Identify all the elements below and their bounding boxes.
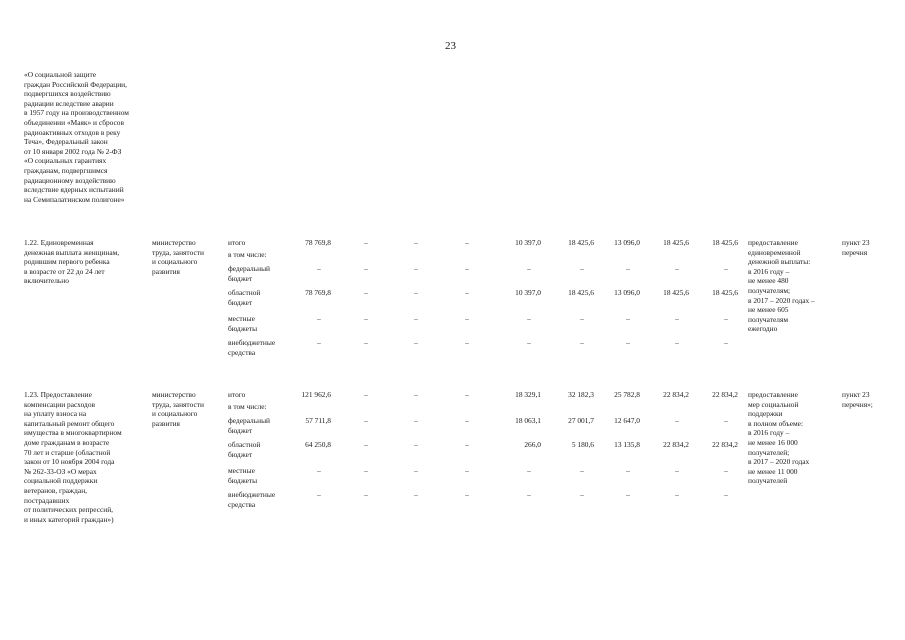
funding-source-label: областной bbox=[228, 440, 261, 449]
funding-source-label: местные bbox=[228, 466, 255, 475]
measure-name-line: № 262-33-ОЗ «О мерах bbox=[24, 466, 97, 476]
executor-line: министерство bbox=[152, 390, 196, 399]
funding-value: – bbox=[675, 466, 679, 475]
funding-value: 18 425,6 bbox=[663, 288, 689, 297]
funding-value: – bbox=[527, 314, 531, 323]
result-line: в 2017 – 2020 годах – bbox=[748, 295, 815, 305]
funding-value: 266,0 bbox=[524, 440, 541, 449]
funding-value: – bbox=[465, 466, 469, 475]
result-line: не менее 11 000 bbox=[748, 466, 798, 476]
funding-value: 10 397,0 bbox=[515, 238, 541, 247]
funding-source-label: федеральный bbox=[228, 416, 270, 425]
executor-line: и социального bbox=[152, 257, 198, 267]
result-line: в 2016 году – bbox=[748, 266, 790, 276]
funding-value: 13 135,8 bbox=[614, 440, 640, 449]
result-line: получателям bbox=[748, 314, 789, 324]
funding-value: – bbox=[724, 416, 728, 425]
funding-value: – bbox=[675, 490, 679, 499]
result-line: получателей; bbox=[748, 447, 790, 457]
funding-value: – bbox=[317, 490, 321, 499]
funding-value: – bbox=[675, 264, 679, 273]
measure-name-line: в возрасте от 22 до 24 лет bbox=[24, 266, 105, 276]
result-line: денежной выплаты: bbox=[748, 257, 811, 267]
funding-value: 22 834,2 bbox=[712, 390, 738, 399]
reference-line: пункт 23 bbox=[842, 390, 870, 399]
funding-source-label: итого bbox=[228, 390, 246, 399]
result-line: ежегодно bbox=[748, 324, 778, 334]
funding-value: – bbox=[465, 238, 469, 247]
funding-value: – bbox=[364, 416, 368, 425]
funding-value: 57 711,8 bbox=[305, 416, 331, 425]
funding-value: – bbox=[724, 490, 728, 499]
result-line: в полном объеме: bbox=[748, 418, 803, 428]
funding-source-label: бюджет bbox=[228, 273, 253, 283]
executor-line: министерство bbox=[152, 238, 196, 247]
measure-name-line: включительно bbox=[24, 276, 69, 286]
funding-value: 22 834,2 bbox=[712, 440, 738, 449]
measure-name-line: 1.23. Предоставление bbox=[24, 390, 92, 399]
intro-line: вследствие ядерных испытаний bbox=[24, 185, 124, 195]
funding-source-label: бюджеты bbox=[228, 323, 258, 333]
intro-line: на Семипалатинском полигоне» bbox=[24, 194, 125, 204]
result-line: в 2017 – 2020 годах bbox=[748, 457, 810, 467]
funding-value: 18 425,6 bbox=[712, 238, 738, 247]
funding-value: – bbox=[317, 338, 321, 347]
intro-line: радиационному воздействию bbox=[24, 175, 116, 185]
funding-value: – bbox=[414, 314, 418, 323]
funding-value: 10 397,0 bbox=[515, 288, 541, 297]
measure-name-line: пострадавших bbox=[24, 495, 70, 505]
funding-value: 18 425,6 bbox=[663, 238, 689, 247]
funding-value: – bbox=[364, 440, 368, 449]
measure-name-line: на уплату взноса на bbox=[24, 409, 87, 419]
result-line: не менее 605 bbox=[748, 305, 789, 315]
funding-value: 13 096,0 bbox=[614, 288, 640, 297]
funding-value: – bbox=[317, 466, 321, 475]
funding-value: – bbox=[414, 238, 418, 247]
funding-value: – bbox=[317, 314, 321, 323]
funding-value: – bbox=[414, 338, 418, 347]
funding-value: 78 769,8 bbox=[305, 288, 331, 297]
funding-value: – bbox=[364, 490, 368, 499]
funding-value: 18 063,1 bbox=[515, 416, 541, 425]
intro-line: в 1957 году на производственном bbox=[24, 108, 129, 118]
measure-name-line: от политических репрессий, bbox=[24, 505, 114, 515]
result-line: получателей bbox=[748, 476, 788, 486]
result-line: предоставление bbox=[748, 238, 798, 247]
intro-line: радиоактивных отходов в реку bbox=[24, 127, 121, 137]
result-line: поддержки bbox=[748, 409, 783, 419]
funding-value: – bbox=[414, 390, 418, 399]
intro-law-reference bbox=[24, 70, 174, 204]
funding-value: 22 834,2 bbox=[663, 440, 689, 449]
funding-value: – bbox=[527, 264, 531, 273]
funding-value: – bbox=[465, 264, 469, 273]
funding-source-label: внебюджетные bbox=[228, 338, 276, 347]
funding-value: – bbox=[465, 390, 469, 399]
funding-value: 32 182,3 bbox=[568, 390, 594, 399]
funding-source-label: внебюджетные bbox=[228, 490, 276, 499]
funding-value: 64 250,8 bbox=[305, 440, 331, 449]
funding-value: – bbox=[580, 490, 584, 499]
measure-name-line: закон от 10 ноября 2004 года bbox=[24, 457, 115, 467]
funding-source-label: бюджет bbox=[228, 297, 253, 307]
executor-line: и социального bbox=[152, 409, 198, 419]
funding-value: – bbox=[626, 466, 630, 475]
funding-source-label: местные bbox=[228, 314, 255, 323]
funding-value: – bbox=[724, 264, 728, 273]
intro-line: «О социальной защите bbox=[24, 70, 96, 79]
page-number: 23 bbox=[445, 40, 456, 52]
funding-source-label: бюджеты bbox=[228, 475, 258, 485]
funding-value: 22 834,2 bbox=[663, 390, 689, 399]
funding-source-label: в том числе: bbox=[228, 250, 267, 259]
funding-value: – bbox=[724, 466, 728, 475]
funding-value: – bbox=[364, 264, 368, 273]
funding-source-label: федеральный bbox=[228, 264, 270, 273]
funding-value: 18 329,1 bbox=[515, 390, 541, 399]
funding-value: – bbox=[527, 338, 531, 347]
funding-source-label: средства bbox=[228, 499, 256, 509]
funding-value: 12 647,0 bbox=[614, 416, 640, 425]
intro-line: «О социальных гарантиях bbox=[24, 156, 107, 166]
funding-source-label: в том числе: bbox=[228, 402, 267, 411]
funding-source-label: бюджет bbox=[228, 425, 253, 435]
funding-value: 121 962,6 bbox=[301, 390, 331, 399]
funding-value: – bbox=[414, 416, 418, 425]
funding-value: – bbox=[364, 314, 368, 323]
measure-name-line: социальной поддержки bbox=[24, 476, 98, 486]
measure-name-line: 1.22. Единовременная bbox=[24, 238, 94, 247]
reference-line: перечня bbox=[842, 247, 868, 257]
result-line: не менее 16 000 bbox=[748, 438, 798, 447]
funding-value: – bbox=[364, 338, 368, 347]
funding-value: 5 180,6 bbox=[571, 440, 594, 449]
funding-value: – bbox=[626, 314, 630, 323]
intro-line: граждан Российской Федерации, bbox=[24, 79, 127, 89]
funding-value: – bbox=[364, 238, 368, 247]
result-line: мер социальной bbox=[748, 399, 799, 409]
executor-line: труда, занятости bbox=[152, 247, 204, 257]
funding-value: – bbox=[465, 288, 469, 297]
funding-value: – bbox=[626, 264, 630, 273]
funding-value: – bbox=[465, 338, 469, 347]
funding-source-label: средства bbox=[228, 347, 256, 357]
measure-name-line: капитальный ремонт общего bbox=[24, 418, 115, 428]
funding-value: – bbox=[364, 390, 368, 399]
funding-source-label: итого bbox=[228, 238, 246, 247]
funding-value: 78 769,8 bbox=[305, 238, 331, 247]
measure-name-line: доме гражданам в возрасте bbox=[24, 438, 110, 447]
reference-line: пункт 23 bbox=[842, 238, 870, 247]
funding-value: – bbox=[580, 314, 584, 323]
funding-value: – bbox=[414, 288, 418, 297]
measure-name-line: 70 лет и старше (областной bbox=[24, 447, 111, 457]
measure-name-line: компенсации расходов bbox=[24, 399, 96, 409]
funding-value: – bbox=[724, 314, 728, 323]
intro-line: радиации вследствие аварии bbox=[24, 98, 114, 108]
funding-value: – bbox=[675, 338, 679, 347]
funding-value: 13 096,0 bbox=[614, 238, 640, 247]
funding-value: – bbox=[465, 416, 469, 425]
funding-value: 27 001,7 bbox=[568, 416, 594, 425]
funding-value: – bbox=[414, 466, 418, 475]
measure-name-line: денежная выплата женщинам, bbox=[24, 247, 120, 257]
funding-value: – bbox=[364, 288, 368, 297]
funding-value: – bbox=[675, 314, 679, 323]
measure-name-line: и иных категорий граждан») bbox=[24, 514, 114, 524]
funding-value: – bbox=[580, 264, 584, 273]
funding-value: – bbox=[414, 440, 418, 449]
funding-value: – bbox=[675, 416, 679, 425]
result-line: не менее 480 bbox=[748, 276, 789, 286]
measure-name-line: ветеранов, граждан, bbox=[24, 486, 88, 495]
result-line: предоставление bbox=[748, 390, 798, 399]
funding-value: 18 425,6 bbox=[568, 238, 594, 247]
funding-value: 25 782,8 bbox=[614, 390, 640, 399]
funding-value: – bbox=[364, 466, 368, 475]
executor-line: развития bbox=[152, 266, 180, 276]
funding-value: – bbox=[317, 264, 321, 273]
intro-line: от 10 января 2002 года № 2-ФЗ bbox=[24, 146, 122, 156]
result-line: в 2016 году – bbox=[748, 428, 790, 438]
funding-value: 18 425,6 bbox=[712, 288, 738, 297]
intro-line: подвергшихся воздействию bbox=[24, 89, 111, 99]
funding-source-label: областной bbox=[228, 288, 261, 297]
funding-value: – bbox=[465, 440, 469, 449]
measure-name-line: родившим первого ребенка bbox=[24, 257, 110, 267]
funding-value: 18 425,6 bbox=[568, 288, 594, 297]
executor-line: развития bbox=[152, 418, 180, 428]
result-line: единовременной bbox=[748, 247, 801, 257]
funding-value: – bbox=[580, 338, 584, 347]
funding-value: – bbox=[527, 466, 531, 475]
measure-name-line: имущества в многоквартирном bbox=[24, 428, 122, 438]
funding-value: – bbox=[527, 490, 531, 499]
funding-value: – bbox=[414, 264, 418, 273]
funding-value: – bbox=[580, 466, 584, 475]
funding-value: – bbox=[414, 490, 418, 499]
funding-value: – bbox=[465, 314, 469, 323]
funding-value: – bbox=[724, 338, 728, 347]
reference-line: перечня»; bbox=[842, 399, 873, 409]
funding-value: – bbox=[626, 338, 630, 347]
intro-line: гражданам, подвергшимся bbox=[24, 165, 108, 175]
result-line: получателям; bbox=[748, 286, 791, 295]
funding-value: – bbox=[626, 490, 630, 499]
funding-source-label: бюджет bbox=[228, 449, 253, 459]
intro-line: объединении «Маяк» и сбросов bbox=[24, 117, 124, 127]
intro-line: Теча», Федеральный закон bbox=[24, 137, 108, 147]
funding-value: – bbox=[465, 490, 469, 499]
executor-line: труда, занятости bbox=[152, 399, 204, 409]
